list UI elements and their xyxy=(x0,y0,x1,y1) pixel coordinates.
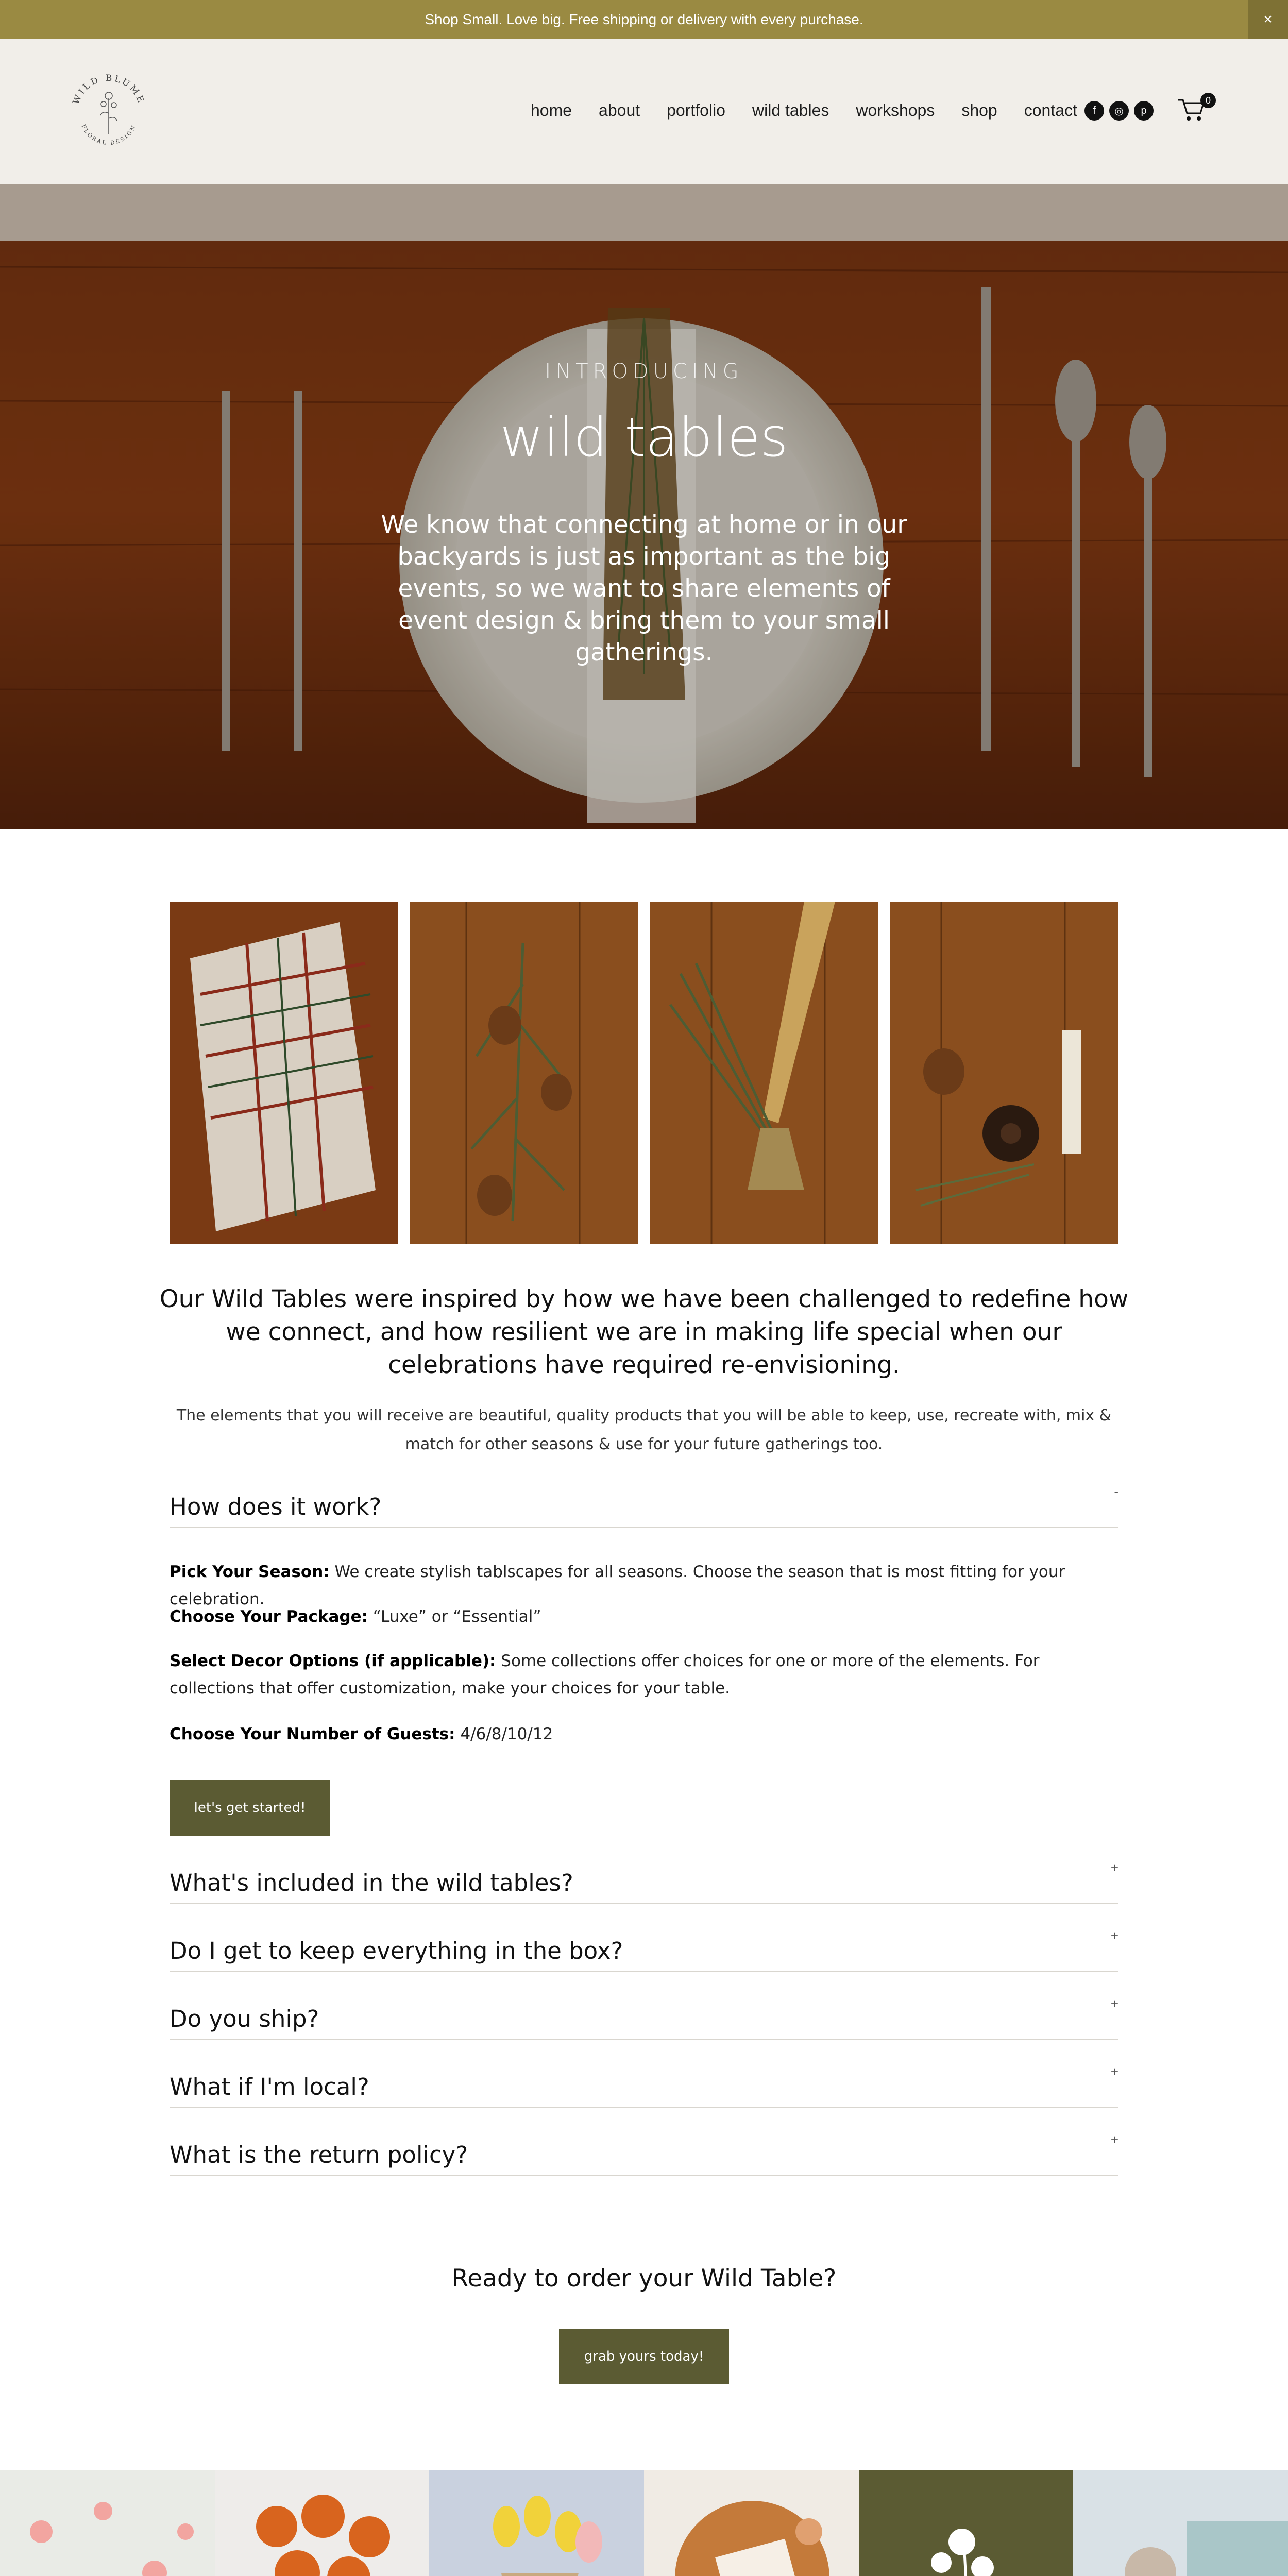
hero-description: We know that connecting at home or in our backyards is just as important as the big events, so we want to share elements of event design & bring them to your small gatherings. xyxy=(381,511,907,667)
faq-shipping[interactable] xyxy=(170,1996,1118,2040)
photo-pinecone-greenery xyxy=(410,902,638,1244)
grab-yours-button[interactable]: grab yours today! xyxy=(559,2329,729,2384)
faq-return-policy[interactable] xyxy=(170,2132,1118,2176)
step-decor xyxy=(170,1648,1118,1702)
faq-local[interactable] xyxy=(170,2064,1118,2108)
nav-about[interactable]: about xyxy=(599,101,640,120)
hero-table-image xyxy=(0,184,1288,829)
gallery-celebration[interactable] xyxy=(1073,2470,1288,2576)
faq-title: What's included in the wild tables? xyxy=(170,1869,573,1896)
expand-icon[interactable]: + xyxy=(1110,1860,1118,1875)
logo-name: WILD BLUME xyxy=(71,73,147,106)
gallery-brand-tile[interactable] xyxy=(859,2470,1074,2576)
expand-icon[interactable]: + xyxy=(1110,1928,1118,1943)
photo-ribbon-bell xyxy=(650,902,878,1244)
step-text: 4/6/8/10/12 xyxy=(455,1725,553,1743)
faq-title: How does it work? xyxy=(170,1493,382,1520)
step-guests xyxy=(170,1721,1118,1748)
nav-portfolio[interactable]: portfolio xyxy=(667,101,725,120)
hero-title: wild tables xyxy=(500,406,788,469)
step-label: Choose Your Number of Guests: xyxy=(170,1725,455,1743)
step-label: Select Decor Options (if applicable): xyxy=(170,1652,496,1670)
photo-plaid-napkin xyxy=(170,902,398,1244)
expand-icon[interactable]: + xyxy=(1110,1996,1118,2011)
pinterest-icon[interactable]: p xyxy=(1134,101,1154,121)
announcement-bar xyxy=(0,0,1288,39)
step-label: Pick Your Season: xyxy=(170,1563,330,1581)
instagram-icon[interactable]: ◎ xyxy=(1109,101,1129,121)
photo-candle-holder xyxy=(890,902,1118,1244)
intro-body: The elements that you will receive are beautiful, quality products that you will be able to keep, use, recreate with, mix & match for other seasons & use for your future gatherings too. xyxy=(176,1406,1112,1453)
logo[interactable] xyxy=(64,62,153,162)
faq-title: Do you ship? xyxy=(170,2005,319,2032)
expand-icon[interactable]: + xyxy=(1110,2132,1118,2147)
nav-workshops[interactable]: workshops xyxy=(856,101,935,120)
cart-count-badge: 0 xyxy=(1200,93,1216,108)
faq-keep-everything[interactable] xyxy=(170,1928,1118,1972)
step-text: We create stylish tablscapes for all seasons. Choose the season that is most fitting for your celebration. xyxy=(170,1563,1065,1608)
site-header xyxy=(0,39,1288,184)
close-icon[interactable]: × xyxy=(1248,0,1288,39)
logo-tagline: FLORAL DESIGN xyxy=(80,123,138,147)
order-cta-heading: Ready to order your Wild Table? xyxy=(451,2264,837,2293)
hero-banner xyxy=(0,184,1288,829)
faq-title: What is the return policy? xyxy=(170,2141,468,2168)
step-package xyxy=(170,1603,1118,1631)
get-started-button[interactable]: let's get started! xyxy=(170,1780,330,1836)
nav-contact[interactable]: contact xyxy=(1024,101,1077,120)
instagram-gallery xyxy=(0,2470,1288,2576)
faq-title: Do I get to keep everything in the box? xyxy=(170,1937,623,1964)
facebook-icon[interactable]: f xyxy=(1084,101,1104,121)
step-label: Choose Your Package: xyxy=(170,1607,368,1626)
faq-how-it-works[interactable] xyxy=(170,1484,1118,1528)
nav-wild-tables[interactable]: wild tables xyxy=(752,101,829,120)
gallery-orange-tulips[interactable] xyxy=(215,2470,430,2576)
nav-shop[interactable]: shop xyxy=(961,101,997,120)
step-text: Some collections offer choices for one or more of the elements. For collections that offer customization, make your choices for your table. xyxy=(170,1652,1040,1698)
gallery-yellow-tulips[interactable] xyxy=(429,2470,644,2576)
faq-title: What if I'm local? xyxy=(170,2073,369,2100)
nav-home[interactable]: home xyxy=(531,101,572,120)
faq-whats-included[interactable] xyxy=(170,1860,1118,1904)
announcement-text: Shop Small. Love big. Free shipping or delivery with every purchase. xyxy=(425,11,863,27)
step-text: “Luxe” or “Essential” xyxy=(368,1607,541,1626)
expand-icon[interactable]: + xyxy=(1110,2064,1118,2079)
main-nav xyxy=(531,101,1077,120)
gallery-gift-box[interactable] xyxy=(644,2470,859,2576)
cart-button[interactable] xyxy=(1176,93,1217,129)
gallery-pink-flowers[interactable] xyxy=(0,2470,215,2576)
collapse-icon[interactable]: - xyxy=(1114,1484,1118,1499)
hero-eyebrow: INTRODUCING xyxy=(545,360,743,383)
intro-heading: Our Wild Tables were inspired by how we have been challenged to redefine how we connect, and how resilient we are in making life special when our celebrations have required re-envisioning. xyxy=(159,1285,1129,1379)
social-icons xyxy=(1084,101,1154,121)
